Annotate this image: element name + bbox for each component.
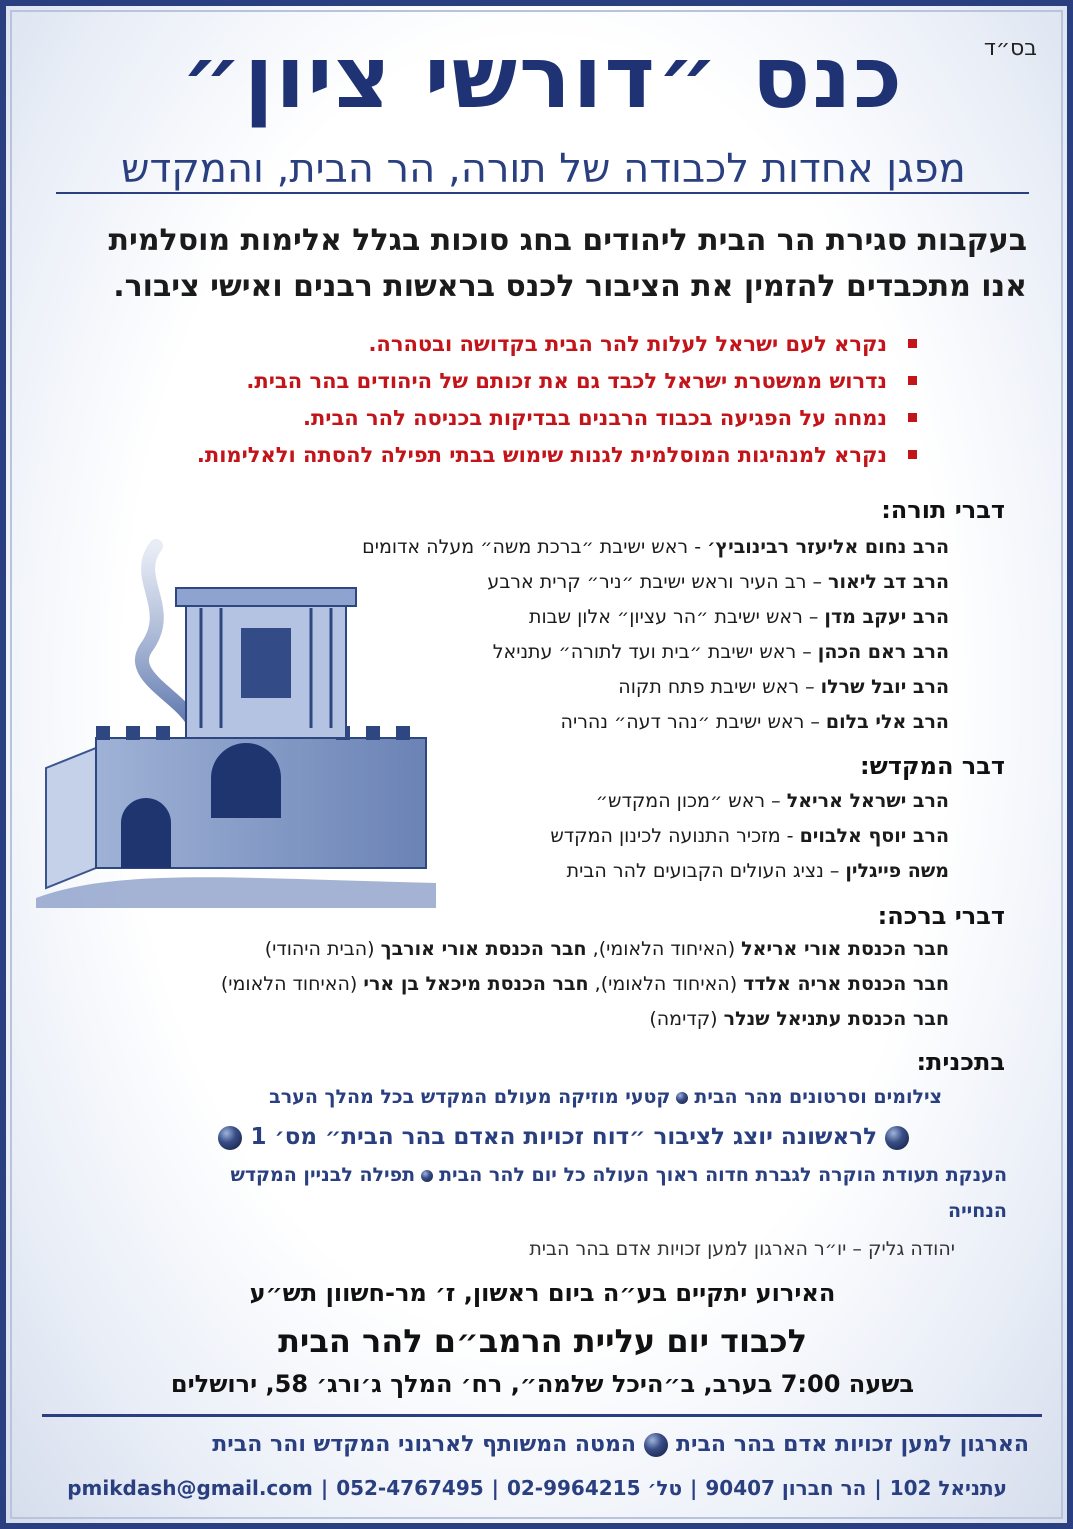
table-row: חבר הכנסת אורי אריאל (האיחוד הלאומי), חבר הכנסת אורי אורבך (הבית היהודי) [264, 938, 949, 960]
program-item-1: צילומים וסרטונים מהר הביתקטעי מוזיקה מעולם המקדש בכל מהלך הערב [269, 1086, 942, 1108]
list-item: נקרא לעם ישראל לעלות להר הבית בקדושה ובטהרה. [37, 326, 917, 363]
moderator: יהודה גליק – יו״ר הארגון למען זכויות אדם בהר הבית [529, 1238, 955, 1260]
subtitle-underline [56, 192, 1029, 194]
footer-organizations [212, 1432, 1029, 1457]
event-occasion: לכבוד יום עליית הרמב״ם להר הבית [278, 1322, 807, 1360]
table-row: הרב דב ליאור – רב העיר וראש ישיבת ״ניר״ קרית ארבע [487, 571, 949, 593]
bullet-square-icon [908, 450, 917, 459]
mikdash-speakers [429, 790, 949, 895]
page-subtitle: מפגן אחדות לכבודה של תורה, הר הבית, והמקדש [121, 146, 966, 192]
list-item: נמחה על הפגיעה בכבוד הרבנים בבדיקות בכניסה להר הבית. [37, 400, 917, 437]
table-row: הרב ראם הכהן – ראש ישיבת ״בית ועד לתורה״ עתניאל [492, 641, 949, 663]
program-heading: בתכנית: [916, 1048, 1005, 1076]
bullet-square-icon [908, 413, 917, 422]
intro-line-1: בעקבות סגירת הר הבית ליהודים בחג סוכות בגלל אלימות מוסלמית [108, 223, 1027, 258]
table-row: הרב יוסף אלבוים - מזכיר התנועה לכינון המקדש [550, 825, 949, 847]
torah-speakers [362, 536, 949, 746]
bullet-dot-icon [644, 1433, 668, 1457]
address-region: הר חברון 90407 [705, 1476, 867, 1500]
mobile-number: 052-4767495 [336, 1476, 484, 1500]
footer-divider [42, 1414, 1042, 1417]
address-street: עתניאל 102 [889, 1476, 1007, 1500]
mikdash-heading: דבר המקדש: [860, 752, 1005, 780]
torah-heading: דברי תורה: [881, 496, 1005, 524]
bsd-mark: בס״ד [983, 36, 1037, 61]
table-row: הרב ישראל אריאל – ראש ״מכון המקדש״ [595, 790, 949, 812]
bullet-dot-icon [218, 1126, 242, 1150]
bracha-heading: דברי ברכה: [877, 902, 1005, 930]
bullet-square-icon [908, 339, 917, 348]
table-row: הרב נחום אליעזר רבינוביץ׳ - ראש ישיבת ״ברכת משה״ מעלה אדומים [362, 536, 949, 558]
phone-number: טל׳ 02-9964215 [506, 1476, 683, 1500]
bullet-dot-icon [885, 1126, 909, 1150]
demands-list [37, 326, 917, 474]
list-item: נקרא למנהיגות המוסלמית לגנות שימוש בבתי תפילה להסתה ולאלימות. [37, 437, 917, 474]
org-name-1: הארגון למען זכויות אדם בהר הבית [676, 1432, 1029, 1457]
bullet-square-icon [908, 376, 917, 385]
event-location: בשעה 7:00 בערב, ב״היכל שלמה״, רח׳ המלך ג׳ורג׳ 58, ירושלים [170, 1370, 915, 1398]
email-link[interactable]: pmikdash@gmail.com [67, 1476, 313, 1500]
program-item-3: הענקת תעודת הוקרה לגברת חדוה ראוך העולה כל יום להר הביתתפילה לבניין המקדש [230, 1164, 1007, 1186]
program-item-3-cont: הנחייה [948, 1200, 1007, 1222]
table-row: חבר הכנסת אריה אלדד (האיחוד הלאומי), חבר הכנסת מיכאל בן ארי (האיחוד הלאומי) [220, 973, 949, 995]
table-row: הרב יובל שרלו – ראש ישיבת פתח תקוה [618, 676, 949, 698]
bullet-dot-icon [421, 1170, 433, 1182]
page-title: כנס ״דורשי ציון״ [180, 28, 905, 128]
table-row: הרב אלי בלום – ראש ישיבת ״נהר דעה״ נהריה [560, 711, 949, 733]
intro-line-2: אנו מתכבדים להזמין את הציבור לכנס בראשות רבנים ואישי ציבור. [113, 269, 1027, 304]
table-row: משה פייגלין – נציג העולים הקבועים להר הבית [566, 860, 949, 882]
footer-contact: עתניאל 102|הר חברון 90407|טל׳ 02-9964215|052-4767495|pmikdash@gmail.com [67, 1476, 1007, 1500]
program-item-2: לראשונה יוצג לציבור ״דוח זכויות האדם בהר הבית״ מס׳ 1 [210, 1124, 917, 1150]
table-row: הרב יעקב מדן – ראש ישיבת ״הר עציון״ אלון שבות [528, 606, 949, 628]
intro-text [27, 218, 1027, 310]
list-item: נדרוש ממשטרת ישראל לכבד גם את זכותם של היהודים בהר הבית. [37, 363, 917, 400]
temple-illustration [36, 538, 446, 908]
bracha-list [49, 938, 949, 1043]
event-date: האירוע יתקיים בע״ה ביום ראשון, ז׳ מר-חשוון תש״ע [249, 1279, 836, 1307]
bullet-dot-icon [676, 1092, 688, 1104]
table-row: חבר הכנסת עתניאל שנלר (קדימה) [649, 1008, 949, 1030]
org-name-2: המטה המשותף לארגוני המקדש והר הבית [212, 1432, 636, 1457]
